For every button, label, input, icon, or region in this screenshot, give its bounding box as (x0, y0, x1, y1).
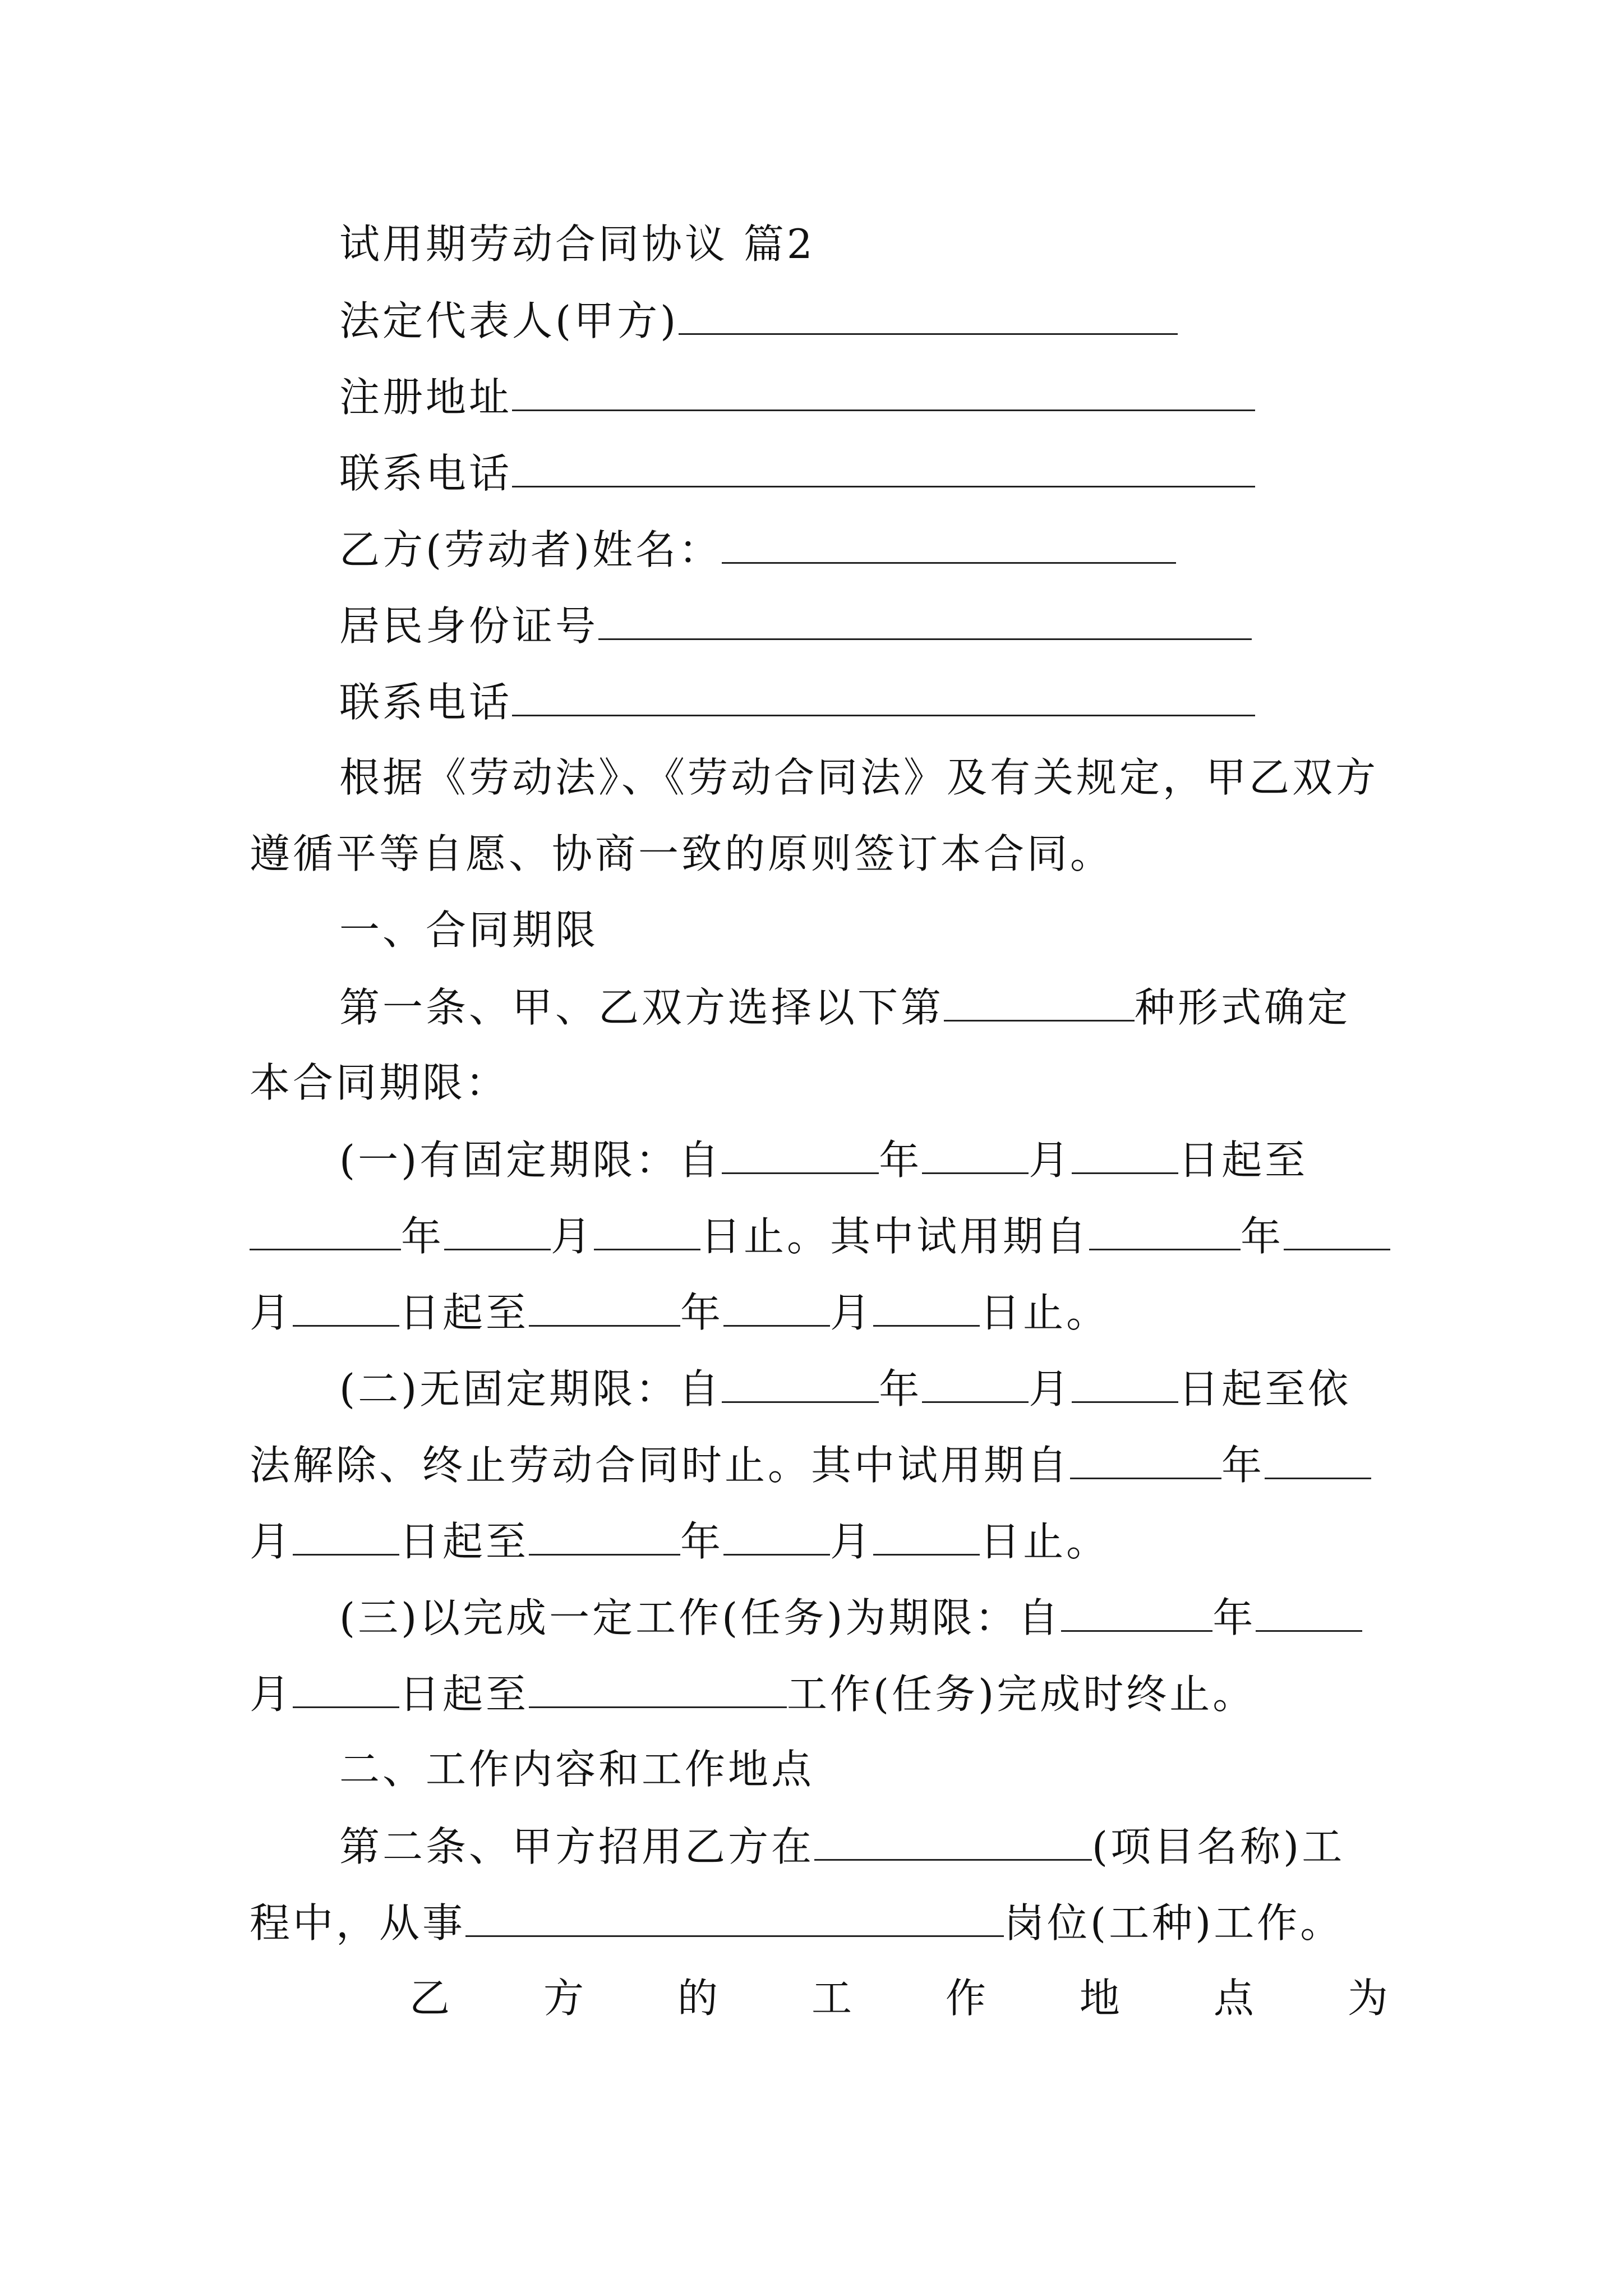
fixed-probation-start-year-field[interactable] (1089, 1207, 1241, 1250)
registered-address-line: 注册地址 (339, 368, 1388, 424)
party-b-name-line: 乙方(劳动者)姓名： (339, 521, 1388, 577)
fixed-start-year-field[interactable] (722, 1131, 879, 1174)
party-b-phone-field[interactable] (512, 673, 1255, 716)
open-term-line-3: 月 日起至 年 月 日止。 (250, 1512, 1388, 1568)
fixed-term-line-3: 月 日起至 年 月 日止。 (250, 1283, 1388, 1340)
article-1-line-2: 本合同期限： (250, 1059, 509, 1106)
task-term-line-2: 月 日起至 工作(任务)完成时终止。 (250, 1665, 1388, 1721)
party-a-phone-field[interactable] (512, 444, 1255, 487)
open-probation-start-day-field[interactable] (293, 1512, 399, 1556)
party-a-representative-line: 法定代表人(甲方) (339, 292, 1388, 348)
fixed-probation-end-day-field[interactable] (873, 1283, 980, 1327)
open-probation-start-year-field[interactable] (1070, 1436, 1221, 1479)
fixed-term-line-2: 年 月 日止。其中试用期自 年 (250, 1207, 1388, 1263)
task-start-month-field[interactable] (1256, 1589, 1362, 1632)
open-probation-end-month-field[interactable] (723, 1512, 830, 1556)
open-start-year-field[interactable] (722, 1360, 879, 1403)
section-1-heading: 一、合同期限 (339, 907, 599, 954)
job-position-field[interactable] (465, 1894, 1004, 1937)
fixed-probation-end-year-field[interactable] (529, 1283, 680, 1327)
open-probation-end-year-field[interactable] (529, 1512, 680, 1556)
fixed-end-day-field[interactable] (594, 1207, 700, 1250)
task-start-year-field[interactable] (1061, 1589, 1212, 1632)
open-start-month-field[interactable] (922, 1360, 1029, 1403)
task-name-field[interactable] (529, 1665, 787, 1708)
contract-form-choice-field[interactable] (944, 978, 1135, 1022)
fixed-start-month-field[interactable] (922, 1131, 1029, 1174)
id-number-field[interactable] (598, 597, 1252, 640)
fixed-probation-end-month-field[interactable] (723, 1283, 830, 1327)
task-term-line-1: (三)以完成一定工作(任务)为期限：自 年 (339, 1589, 1388, 1645)
party-b-name-field[interactable] (722, 521, 1176, 564)
intro-line-2: 遵循平等自愿、协商一致的原则签订本合同。 (250, 830, 1114, 877)
intro-line-1: 根据《劳动法》、《劳动合同法》及有关规定，甲乙双方 (339, 754, 1379, 801)
document-title: 试用期劳动合同协议 篇2 (339, 220, 815, 268)
open-term-line-2: 法解除、终止劳动合同时止。其中试用期自 年 (250, 1436, 1388, 1492)
article-1-line-1: 第一条、甲、乙双方选择以下第 种形式确定 (339, 978, 1388, 1034)
id-number-line: 居民身份证号 (339, 597, 1388, 653)
project-name-field[interactable] (814, 1818, 1092, 1861)
article-2-line-2: 程中，从事 岗位(工种)工作。 (250, 1894, 1388, 1950)
open-probation-start-month-field[interactable] (1265, 1436, 1371, 1479)
task-start-day-field[interactable] (293, 1665, 399, 1708)
registered-address-field[interactable] (512, 368, 1255, 411)
workplace-line: 乙 方 的 工 作 地 点 为 (409, 1975, 1388, 2022)
fixed-end-year-field[interactable] (250, 1207, 401, 1250)
section-2-heading: 二、工作内容和工作地点 (339, 1746, 815, 1793)
open-probation-end-day-field[interactable] (873, 1512, 980, 1556)
fixed-start-day-field[interactable] (1072, 1131, 1178, 1174)
party-a-representative-field[interactable] (679, 292, 1178, 335)
open-term-line-1: (二)无固定期限：自 年 月 日起至依 (339, 1360, 1388, 1416)
fixed-probation-start-day-field[interactable] (293, 1283, 399, 1327)
party-a-phone-line: 联系电话 (339, 444, 1388, 500)
open-start-day-field[interactable] (1072, 1360, 1178, 1403)
article-2-line-1: 第二条、甲方招用乙方在 (项目名称)工 (339, 1818, 1388, 1874)
fixed-end-month-field[interactable] (444, 1207, 551, 1250)
fixed-probation-start-month-field[interactable] (1284, 1207, 1390, 1250)
party-b-phone-line: 联系电话 (339, 673, 1388, 729)
fixed-term-line-1: (一)有固定期限：自 年 月 日起至 (339, 1131, 1388, 1187)
